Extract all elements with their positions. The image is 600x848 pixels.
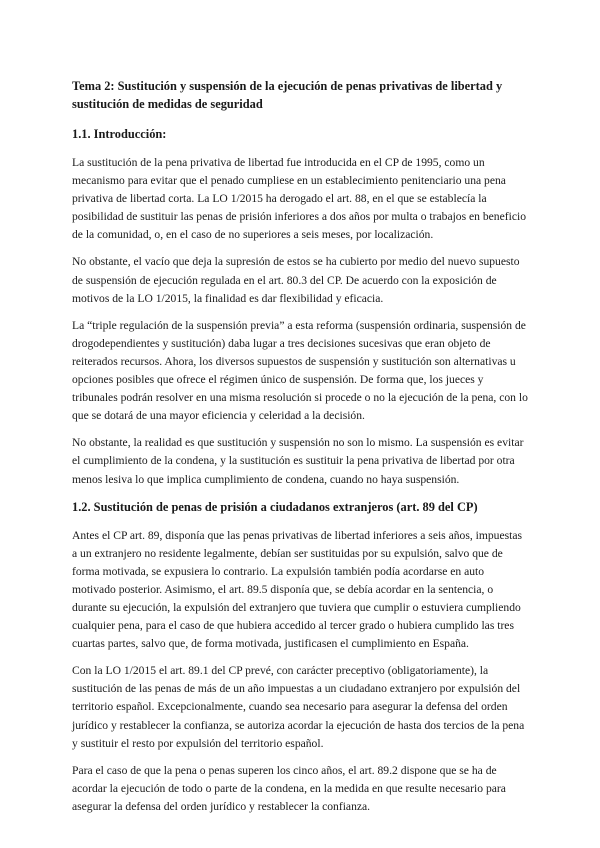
document-title: Tema 2: Sustitución y suspensión de la ejecución de penas privativas de libertad y sustitución de medidas de seguridad xyxy=(72,79,503,111)
paragraph: Con la LO 1/2015 el art. 89.1 del CP prevé, con carácter preceptivo (obligatoriamente), la sustitución de las penas de más de un año impuestas a un ciudadano extranjero por expulsión del territorio español. Excepcionalmente, cuando sea necesario para asegurar la defensa del orden jurídico y restablecer la confianza, se autoriza acordar la ejecución de hasta dos tercios de la pena y sustituir el resto por expulsión del territorio español. xyxy=(72,664,525,750)
section-heading-extranjeros: 1.2. Sustitución de penas de prisión a ciudadanos extranjeros (art. 89 del CP) xyxy=(72,499,478,514)
paragraph: Antes el CP art. 89, disponía que las penas privativas de libertad inferiores a seis años, impuestas a un extranjero no residente legalmente, debían ser sustituidas por su expulsión, salvo que de forma motivada, se expusiera lo contrario. La expulsión también podía acordarse en auto motivado posterior. Asimismo, el art. 89.5 disponía que, se debía acordar en la sentencia, o durante su ejecución, la expulsión del extranjero que tuviera que cumplir o estuviera cumpliendo cualquier pena, para el caso de que hubiera accedido al tercer grado o hubiera cumplido las tres cuartas partes, salvo que, de forma motivada, justificasen el cumplimiento en España. xyxy=(72,528,523,651)
paragraph: Para el caso de que la pena o penas superen los cinco años, el art. 89.2 dispone que se ha de acordar la ejecución de todo o parte de la condena, en la medida en que resulte necesario para asegurar la defensa del orden jurídico y restablecer la confianza. xyxy=(72,763,506,813)
section-heading-introduccion: 1.1. Introducción: xyxy=(72,127,167,141)
paragraph: No obstante, la realidad es que sustitución y suspensión no son lo mismo. La suspensión es evitar el cumplimiento de la condena, y la sustitución es sustituir la pena privativa de libertad por otra menos lesiva lo que implica cumplimiento de condena, cuando no haya suspensión. xyxy=(72,436,524,486)
paragraph: La “triple regulación de la suspensión previa” a esta reforma (suspensión ordinaria, suspensión de drogodependientes y sustitución) daba lugar a tres decisiones sucesivas que eran objeto de reiterados recursos. Ahora, los diversos supuestos de suspensión y sustitución son alternativas u opciones posibles que ofrece el régimen único de suspensión. De forma que, los jueces y tribunales podrán resolver en una misma resolución si procede o no la ejecución de la pena, con lo que se dotará de una mayor eficiencia y celeridad a la decisión. xyxy=(72,318,528,423)
document-body xyxy=(72,77,530,825)
paragraph: La sustitución de la pena privativa de libertad fue introducida en el CP de 1995, como un mecanismo para evitar que el penado cumpliese en un establecimiento penitenciario una pena privativa de libertad corta. La LO 1/2015 ha derogado el art. 88, en el que se establecía la posibilidad de sustituir las penas de prisión inferiores a dos años por multa o trabajos en beneficio de la comunidad, o, en el caso de no superiores a seis meses, por localización. xyxy=(72,156,526,242)
paragraph: No obstante, el vacío que deja la supresión de estos se ha cubierto por medio del nuevo supuesto de suspensión de ejecución regulada en el art. 80.3 del CP. De acuerdo con la exposición de motivos de la LO 1/2015, la finalidad es dar flexibilidad y eficacia. xyxy=(72,255,520,305)
